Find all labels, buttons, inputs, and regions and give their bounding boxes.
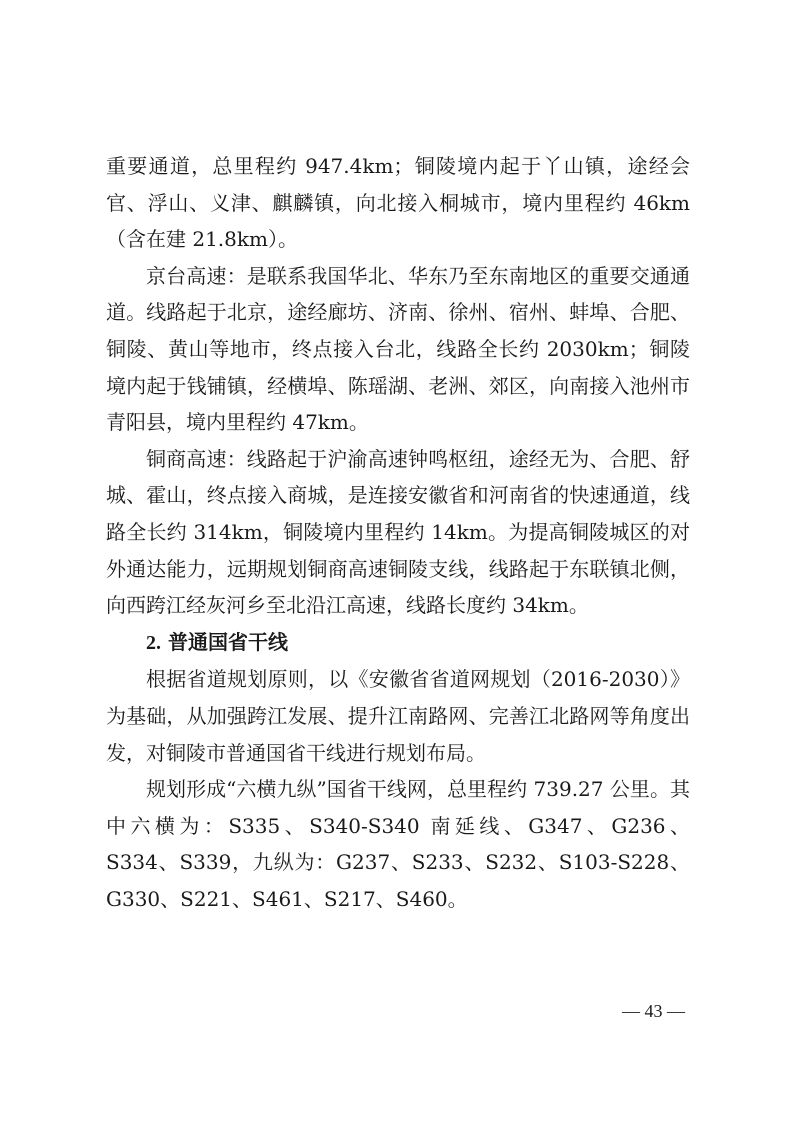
paragraph-tongshang-expressway: 铜商高速：线路起于沪渝高速钟鸣枢纽，途经无为、合肥、舒城、霍山，终点接入商城，是连接安徽省和河南省的快速通道，线路全长约 314km，铜陵境内里程约 14km。为提高铜陵城区的对外通达能力，远期规划铜商高速铜陵支线，线路起于东联镇北侧，向西跨江经灰河乡至北沿江高速，线路长度约 34km。 [106, 446, 690, 618]
section-title: 普通国省干线 [167, 629, 288, 654]
paragraph-road-network: 规划形成“六横九纵”国省干线网，总里程约 739.27 公里。其中六横为：S335、S340-S340 南延线、G347、G236、S334、S339，九纵为：G237、S233、S232、S103-S228、G330、S221、S461、S217、S460。 [106, 777, 690, 911]
paragraph-continuation: 重要通道，总里程约 947.4km；铜陵境内起于丫山镇，途经会官、浮山、义津、麒麟镇，向北接入桐城市，境内里程约 46km（含在建 21.8km）。 [106, 154, 690, 252]
section-heading [106, 624, 690, 662]
paragraph-jingtai-expressway: 京台高速：是联系我国华北、华东乃至东南地区的重要交通通道。线路起于北京，途经廊坊、济南、徐州、宿州、蚌埠、合肥、铜陵、黄山等地市，终点接入台北，线路全长约 2030km；铜陵境内起于钱铺镇，经横埠、陈瑶湖、老洲、郊区，向南接入池州市青阳县，境内里程约 47km。 [106, 263, 690, 435]
section-number: 2. [146, 631, 161, 654]
page-number: — 43 — [622, 1001, 685, 1021]
document-body [106, 148, 690, 917]
paragraph-planning-principle: 根据省道规划原则，以《安徽省省道网规划（2016-2030）》为基础，从加强跨江发展、提升江南路网、完善江北路网等角度出发，对铜陵市普通国省干线进行规划布局。 [106, 667, 690, 765]
